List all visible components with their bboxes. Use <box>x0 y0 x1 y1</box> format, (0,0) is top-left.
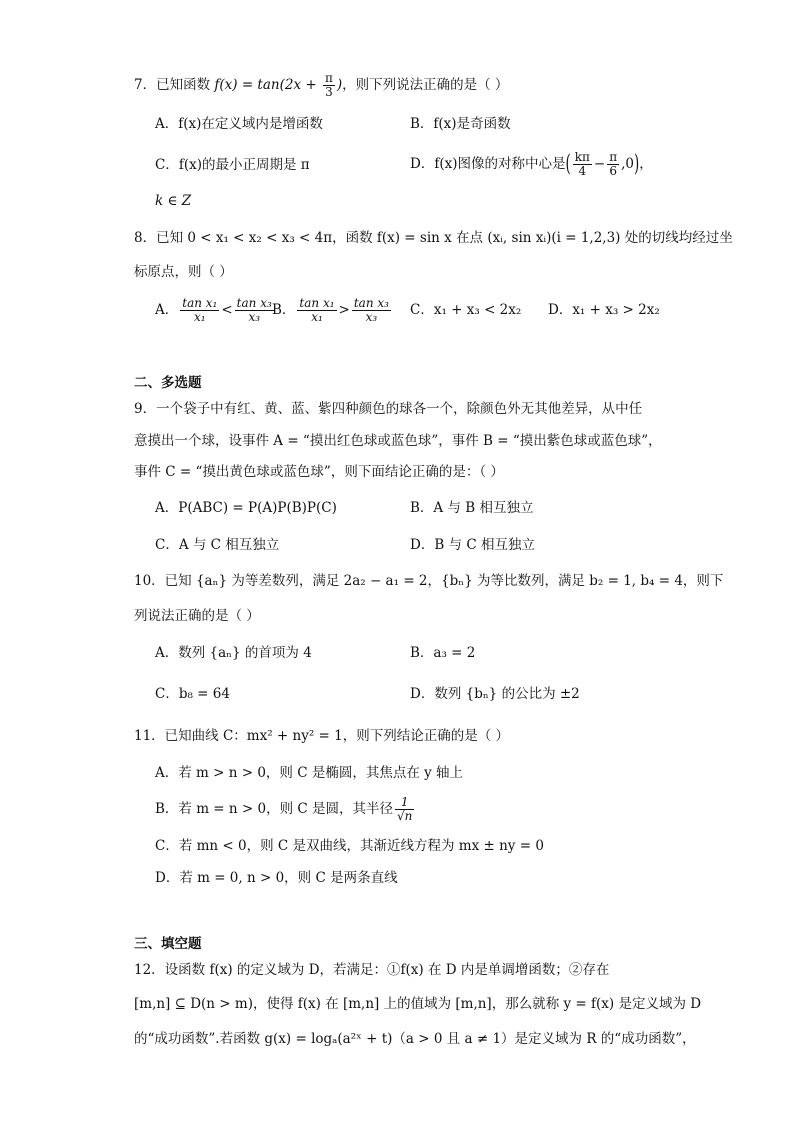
q9-option-b: B．A 与 B 相互独立 <box>410 500 534 516</box>
comparison-sign: > <box>338 302 350 318</box>
fraction <box>352 297 391 324</box>
question-12-line-2: [m,n] ⊆ D(n > m)，使得 f(x) 在 [m,n] 上的值域为 [m,n]，那么就称 y = f(x) 是定义域为 D <box>134 996 702 1012</box>
fraction <box>180 297 219 324</box>
question-10-line-2: 列说法正确的是（ ） <box>134 608 260 624</box>
minus-sign: − <box>593 156 606 172</box>
fraction <box>297 297 336 324</box>
q7-option-d-continuation: k ∈ Z <box>155 193 192 209</box>
comparison-sign: < <box>221 302 233 318</box>
fraction-numerator: 1 <box>395 796 414 810</box>
question-7-stem <box>134 72 508 99</box>
q7-function-fraction <box>323 72 335 99</box>
q8-option-a <box>155 295 276 325</box>
fraction-numerator: π <box>324 71 333 85</box>
section-3-heading: 三、填空题 <box>134 936 202 952</box>
question-12-line-3: 的“成功函数”.若函数 g(x) = logₐ(a²ˣ + t)（a > 0 且 a ≠ 1）是定义域为 R 的“成功函数”， <box>134 1031 696 1047</box>
q7-option-a: A．f(x)在定义域内是增函数 <box>155 116 323 132</box>
q8-option-d: D．x₁ + x₃ > 2x₂ <box>548 302 660 318</box>
q7-option-b: B．f(x)是奇函数 <box>410 116 511 132</box>
q11-option-b <box>155 794 416 824</box>
question-8-line-2: 标原点，则（ ） <box>134 264 233 280</box>
option-label: A． <box>155 302 179 318</box>
fraction-denominator: 4 <box>578 164 587 178</box>
open-paren: ( <box>565 150 571 178</box>
q10-option-d: D．数列 {bₙ} 的公比为 ±2 <box>410 686 580 702</box>
question-12-line-1: 12．设函数 f(x) 的定义域为 D，若满足：①f(x) 在 D 内是单调增函数；②存在 <box>134 962 610 978</box>
q7-option-d <box>410 150 653 178</box>
radius-fraction <box>395 796 414 823</box>
q11-option-a: A．若 m > n > 0，则 C 是椭圆，其焦点在 y 轴上 <box>155 765 464 781</box>
q7-d-end: ， <box>639 156 653 172</box>
fraction-denominator: x₃ <box>365 310 378 324</box>
q8-option-c: C．x₁ + x₃ < 2x₂ <box>410 302 522 318</box>
q7-d-fraction-1 <box>573 151 592 178</box>
q7-d-tail: ,0 <box>621 156 635 172</box>
q7-stem-start: 7．已知函数 <box>134 77 215 93</box>
fraction-numerator: tan x₁ <box>299 296 335 310</box>
question-9-line-2: 意摸出一个球，设事件 A = “摸出红色球或蓝色球”，事件 B = “摸出紫色球或蓝色球”， <box>134 433 662 449</box>
q8-option-b <box>272 295 393 325</box>
q9-option-d: D．B 与 C 相互独立 <box>410 537 535 553</box>
q11-option-b-text: B．若 m = n > 0，则 C 是圆，其半径 <box>155 801 393 817</box>
fraction-denominator: x₁ <box>194 310 206 324</box>
q7-option-c: C．f(x)的最小正周期是 π <box>155 157 310 173</box>
q10-option-a: A．数列 {aₙ} 的首项为 4 <box>155 645 312 661</box>
q11-option-d: D．若 m = 0, n > 0，则 C 是两条直线 <box>155 870 398 886</box>
section-2-heading: 二、多选题 <box>134 375 202 391</box>
question-10-line-1: 10．已知 {aₙ} 为等差数列，满足 2a₂ − a₁ = 2，{bₙ} 为等比数列，满足 b₂ = 1, b₄ = 4，则下 <box>134 573 724 589</box>
fraction-denominator: 6 <box>609 164 617 178</box>
fraction-numerator: kπ <box>574 150 590 164</box>
question-11-line-1: 11．已知曲线 C：mx² + ny² = 1，则下列结论正确的是（ ） <box>134 728 510 744</box>
q10-option-b: B．a₃ = 2 <box>410 645 476 661</box>
fraction-numerator: tan x₃ <box>353 296 389 310</box>
fraction-denominator: √n <box>397 809 413 823</box>
fraction-numerator: tan x₁ <box>182 296 218 310</box>
fraction-numerator: π <box>609 150 618 164</box>
q10-option-c: C．b₈ = 64 <box>155 686 230 702</box>
q7-stem-end: ，则下列说法正确的是（ ） <box>342 77 509 93</box>
fraction-denominator: x₃ <box>248 310 261 324</box>
question-9-line-3: 事件 C = “摸出黄色球或蓝色球”，则下面结论正确的是：（ ） <box>134 464 504 480</box>
question-9-line-1: 9．一个袋子中有红、黄、蓝、紫四种颜色的球各一个，除颜色外无其他差异，从中任 <box>134 401 643 417</box>
fraction-denominator: 3 <box>325 85 333 99</box>
q7-option-d-text: D．f(x)图像的对称中心是 <box>410 156 566 172</box>
q9-option-c: C．A 与 C 相互独立 <box>155 537 280 553</box>
fraction <box>235 297 274 324</box>
q7-d-fraction-2 <box>607 151 619 178</box>
question-8-line-1: 8．已知 0 < x₁ < x₂ < x₃ < 4π，函数 f(x) = sin x 在点 (xᵢ, sin xᵢ)(i = 1,2,3) 处的切线均经过坐 <box>134 230 733 246</box>
q11-option-c: C．若 mn < 0，则 C 是双曲线，其渐近线方程为 mx ± ny = 0 <box>155 838 544 854</box>
fraction-denominator: x₁ <box>311 310 323 324</box>
q9-option-a: A．P(ABC) = P(A)P(B)P(C) <box>155 500 337 516</box>
q7-function-close: ) <box>336 77 343 93</box>
option-label: B． <box>272 302 296 318</box>
close-paren: ) <box>634 150 640 178</box>
fraction-numerator: tan x₃ <box>236 296 272 310</box>
q7-function: f(x) = tan(2x + <box>214 77 321 93</box>
